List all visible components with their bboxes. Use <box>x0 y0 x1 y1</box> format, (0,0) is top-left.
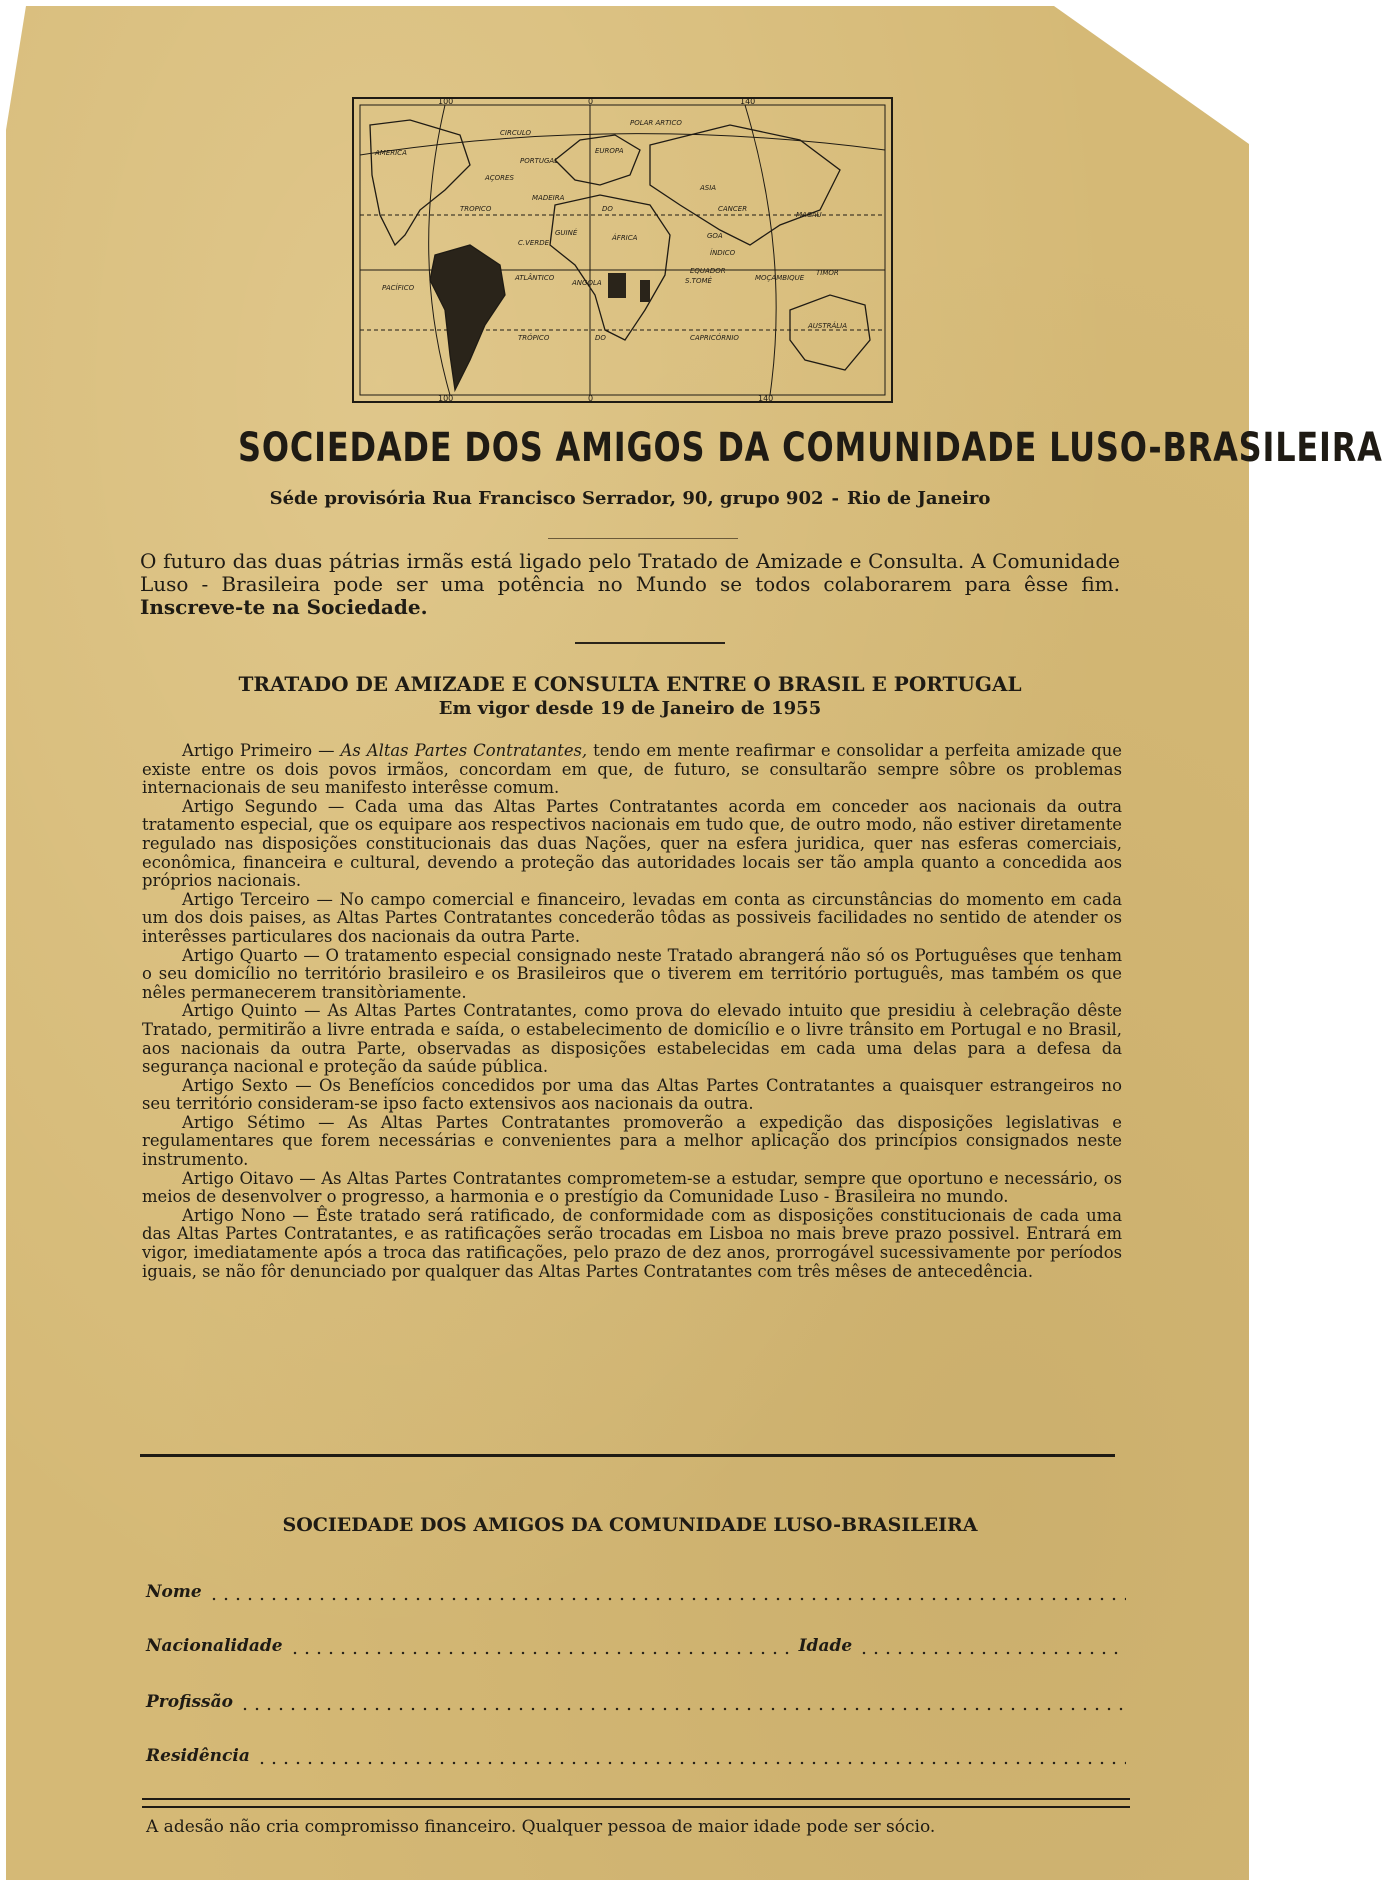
intro-text: O futuro das duas pátrias irmãs está ligado pelo Tratado de Amizade e Consulta. A Comunidade Luso - Brasileira pode ser uma potência no Mundo se todos colaborarem para êsse fim. <box>140 549 1120 596</box>
form-title: SOCIEDADE DOS AMIGOS DA COMUNIDADE LUSO-BRASILEIRA <box>282 1514 978 1536</box>
map-label: GUINÉ <box>555 229 578 237</box>
treaty-articles <box>142 742 1122 1281</box>
world-map-svg <box>350 95 895 405</box>
article-italic: As Altas Partes Contratantes, <box>340 741 588 760</box>
grid-label-bottom-2: 0 <box>588 394 594 403</box>
map-label: CIRCULO <box>500 129 532 137</box>
residence-label: Residência <box>146 1746 250 1766</box>
article-7 <box>142 1114 1122 1170</box>
map-label: ÍNDICO <box>710 249 736 257</box>
article-text: O tratamento especial consignado neste Tratado abrangerá não só os Portuguêses que tenham o seu domicílio no território brasileiro e os Brasileiros que o tiverem em território português, mas também os que nêles permanecerem transitòriamente. <box>142 945 1122 1002</box>
meridian-west <box>429 105 450 395</box>
nationality-field[interactable] <box>146 1630 1126 1656</box>
article-8 <box>142 1170 1122 1207</box>
article-text: As Altas Partes Contratantes comprometem-se a estudar, sempre que oportuno e necessário, os meios de desenvolver o progresso, a harmonia e o prestígio da Comunidade Luso - Brasileira no mundo. <box>142 1168 1122 1207</box>
map-label: CAPRICÓRNIO <box>690 334 739 342</box>
world-map <box>350 95 895 405</box>
grid-label-top-3: 140 <box>740 97 756 106</box>
australia-shape <box>790 295 870 370</box>
map-label: MADEIRA <box>532 194 565 202</box>
map-label: GOA <box>707 232 723 240</box>
map-label: AMERICA <box>375 149 407 157</box>
intro-call-to-action: Inscreve-te na Sociedade. <box>140 595 428 619</box>
grid-label-bottom-1: 100 <box>438 394 454 403</box>
article-5 <box>142 1002 1122 1076</box>
article-lead: Artigo Quinto — <box>182 1001 321 1021</box>
article-lead: Artigo Segundo — <box>182 796 345 816</box>
map-label: TRÓPICO <box>518 334 550 342</box>
map-label: PORTUGAL <box>520 157 559 165</box>
thin-divider <box>548 538 738 539</box>
mozambique-shape <box>640 280 650 302</box>
address-separator: - <box>831 488 839 509</box>
address-left: Séde provisória Rua Francisco Serrador, 90, grupo 902 <box>269 488 824 509</box>
article-3 <box>142 891 1122 947</box>
brazil-shape <box>430 245 505 390</box>
nationality-label: Nacionalidade <box>146 1636 283 1656</box>
article-lead: Artigo Oitavo — <box>182 1168 316 1188</box>
map-label: CANCER <box>718 205 748 213</box>
article-text: Êste tratado será ratificado, de conformidade com as disposições constitucionais de cada uma das Altas Partes Contratantes, e as ratificações serão trocadas em Lisboa no mais breve prazo possivel. Entrará em vigor, imediatamente após a troca das ratificações, pelo prazo de dez anos, prorrogável sucessivamente por períodos iguais, se não fôr denunciado por qualquer das Altas Partes Contratantes com três mêses de antecedência. <box>142 1205 1122 1281</box>
article-lead: Artigo Sétimo — <box>182 1112 335 1132</box>
map-label: ATLÂNTICO <box>515 274 555 282</box>
article-text: As Altas Partes Contratantes promoverão a expedição das disposições legislativas e regulamentares que forem necessárias e convenientes para a melhor aplicação dos princípios consignados neste instrumento. <box>142 1112 1123 1170</box>
address-city: Rio de Janeiro <box>846 488 991 509</box>
map-label: MOÇAMBIQUE <box>755 274 805 282</box>
nationality-dotted-line[interactable] <box>289 1638 789 1656</box>
map-label: TIMOR <box>816 269 839 277</box>
age-dotted-line[interactable] <box>858 1638 1126 1656</box>
map-label: POLAR ARTICO <box>630 119 682 127</box>
profession-label: Profissão <box>146 1692 233 1712</box>
treaty-subtitle: Em vigor desde 19 de Janeiro de 1955 <box>438 698 822 719</box>
article-4 <box>142 947 1122 1003</box>
form-cut-line <box>140 1454 1115 1457</box>
article-text: Cada uma das Altas Partes Contratantes acorda em conceder aos nacionais da outra tratamento especial, que os equipare aos respectivos nacionais em tudo que, de outro modo, não estiver diretamente regulado nas disposições constitucionais das duas Nações, quer na esfera juridica, quer nas esferas comerciais, econômica, financeira e cultural, devendo a proteção das autoridades locais ser tão ampla quanto a concedida aos próprios nacionais. <box>142 796 1122 891</box>
article-9 <box>142 1207 1122 1281</box>
europe-shape <box>555 135 640 185</box>
map-label: ANGOLA <box>572 279 602 287</box>
treaty-title: TRATADO DE AMIZADE E CONSULTA ENTRE O BRASIL E PORTUGAL <box>238 672 1022 696</box>
map-label: ASIA <box>700 184 717 192</box>
map-frame-outer <box>353 98 892 402</box>
map-label: C.VERDE <box>518 239 550 247</box>
map-label: TROPICO <box>460 205 492 213</box>
article-text: No campo comercial e financeiro, levadas em conta as circunstâncias do momento em cada um dos dois paises, as Altas Partes Contratantes concederão tôdas as possiveis facilidades no sentido de atender os interêsses particulares dos nacionais da outra Parte. <box>142 889 1122 946</box>
article-2 <box>142 798 1122 891</box>
map-label: EUROPA <box>595 147 624 155</box>
map-label: AUSTRÁLIA <box>808 322 848 330</box>
profession-dotted-line[interactable] <box>239 1694 1126 1712</box>
article-text: tendo em mente reafirmar e consolidar a perfeita amizade que existe entre os dois povos irmãos, concordam em que, de futuro, se consultarão sempre sôbre os problemas internacionais de seu manifesto interêsse comum. <box>142 741 1123 798</box>
map-label: DO <box>602 205 613 213</box>
grid-label-top-2: 0 <box>588 97 594 106</box>
article-lead: Artigo Terceiro — <box>182 889 333 909</box>
article-lead: Artigo Nono — <box>182 1205 309 1225</box>
article-text: As Altas Partes Contratantes, como prova do elevado intuito que presidiu à celebração dêste Tratado, permitirão a livre entrada e saída, o estabelecimento de domicílio e o livre trânsito em Portugal e no Brasil, aos nacionais da outra Parte, observadas as disposições estabelecidas em cada uma delas para a defesa da segurança nacional e proteção da saúde pública. <box>142 1001 1122 1077</box>
africa-shape <box>550 195 670 340</box>
footer-double-rule <box>142 1798 1130 1808</box>
section-divider <box>575 642 725 644</box>
name-label: Nome <box>146 1582 202 1602</box>
age-label: Idade <box>798 1636 853 1656</box>
article-lead: Artigo Sexto — <box>182 1075 312 1095</box>
residence-field[interactable] <box>146 1740 1126 1766</box>
intro-paragraph <box>140 550 1120 619</box>
map-label: MACAU <box>796 211 822 219</box>
residence-dotted-line[interactable] <box>256 1748 1126 1766</box>
footer-note: A adesão não cria compromisso financeiro. Qualquer pessoa de maior idade pode ser sócio. <box>146 1817 936 1837</box>
organization-title: SOCIEDADE DOS AMIGOS DA COMUNIDADE LUSO-BRASILEIRA <box>238 425 1383 471</box>
asia-shape <box>650 125 840 245</box>
article-1 <box>142 742 1122 798</box>
map-label: S.TOMÉ <box>685 277 712 285</box>
map-label: EQUADOR <box>690 267 726 275</box>
grid-label-bottom-3: 140 <box>758 394 774 403</box>
name-dotted-line[interactable] <box>208 1584 1126 1602</box>
article-lead: Artigo Primeiro — <box>182 741 335 760</box>
profession-field[interactable] <box>146 1686 1126 1712</box>
north-america-shape <box>370 120 470 245</box>
map-label: DO <box>595 334 606 342</box>
angola-shape <box>608 273 626 298</box>
grid-label-top-1: 100 <box>438 97 454 106</box>
name-field[interactable] <box>146 1576 1126 1602</box>
meridian-east <box>745 105 776 395</box>
article-text: Os Benefícios concedidos por uma das Altas Partes Contratantes a quaisquer estrangeiros no seu território consideram-se ipso facto extensivos aos nacionais da outra. <box>142 1075 1122 1114</box>
map-label: PACÍFICO <box>382 284 415 292</box>
map-label: AÇORES <box>485 174 514 182</box>
article-lead: Artigo Quarto — <box>182 945 320 965</box>
address-line <box>140 488 1120 509</box>
map-label: ÁFRICA <box>612 234 638 242</box>
article-6 <box>142 1077 1122 1114</box>
